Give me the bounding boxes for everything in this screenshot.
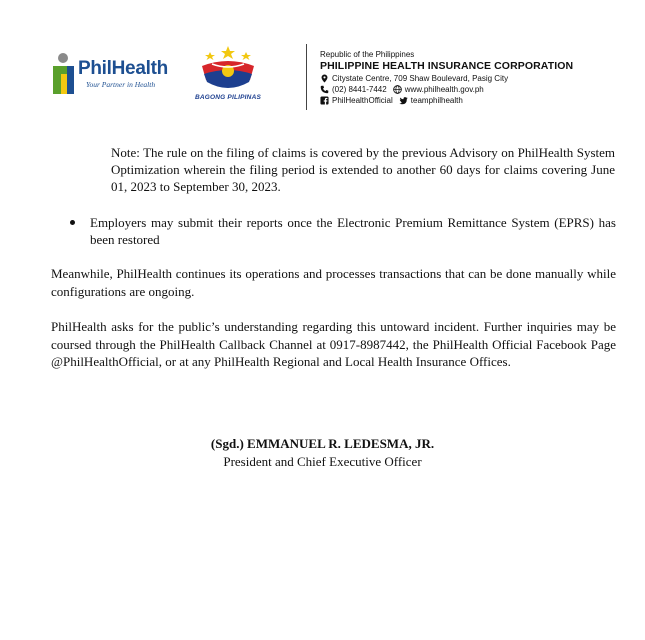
philhealth-wordmark: PhilHealth [78,58,168,79]
contact-line [320,84,573,95]
bagong-pilipinas-emblem-icon [192,44,264,94]
bagong-pilipinas-logo [192,44,264,104]
signatory-title: President and Chief Executive Officer [223,454,422,469]
globe-icon [393,85,402,94]
location-pin-icon [320,74,329,83]
philhealth-tagline: Your Partner in Health [86,80,156,89]
org-info [320,50,573,106]
facebook-icon [320,96,329,105]
letterhead [0,0,645,120]
corporation-name: PHILIPPINE HEALTH INSURANCE CORPORATION [320,60,574,72]
phone-icon [320,85,329,94]
operations-paragraph: Meanwhile, PhilHealth continues its operations and processes transactions that can be done manually while configurations are ongoing. [51,266,616,299]
website-text[interactable]: www.philhealth.gov.ph [404,85,484,94]
inquiries-paragraph: PhilHealth asks for the public’s understanding regarding this untoward incident. Further inquiries may be coursed through the PhilHealth Callback Channel at 0917-8987442, the PhilHealth Official Facebook Page @PhilHealthOfficial, or at any PhilHealth Regional and Local Health Insurance Offices. [51,319,616,369]
bagong-pilipinas-text: BAGONG PILIPINAS [194,94,262,101]
philhealth-mark-icon [50,52,76,96]
address-line [320,73,573,84]
signatory-name: (Sgd.) EMMANUEL R. LEDESMA, JR. [210,436,435,451]
philhealth-logo [50,52,175,96]
bullet-text: Employers may submit their reports once the Electronic Premium Remittance System (EPRS) has been restored [90,215,616,247]
twitter-text[interactable]: teamphilhealth [410,96,463,105]
address-text: Citystate Centre, 709 Shaw Boulevard, Pasig City [332,74,509,83]
phone-text: (02) 8441-7442 [332,85,387,94]
header-divider [306,44,307,110]
twitter-icon [399,96,408,105]
republic-label: Republic of the Philippines [320,50,415,59]
facebook-text[interactable]: PhilHealthOfficial [332,96,393,105]
filing-note: Note: The rule on the filing of claims is covered by the previous Advisory on PhilHealth System Optimization wherein the filing period is extended to another 60 days for claims covering June 01, 2023 to September 30, 2023. [111,145,615,194]
bullet-dot-icon [70,220,75,225]
social-line [320,95,573,106]
